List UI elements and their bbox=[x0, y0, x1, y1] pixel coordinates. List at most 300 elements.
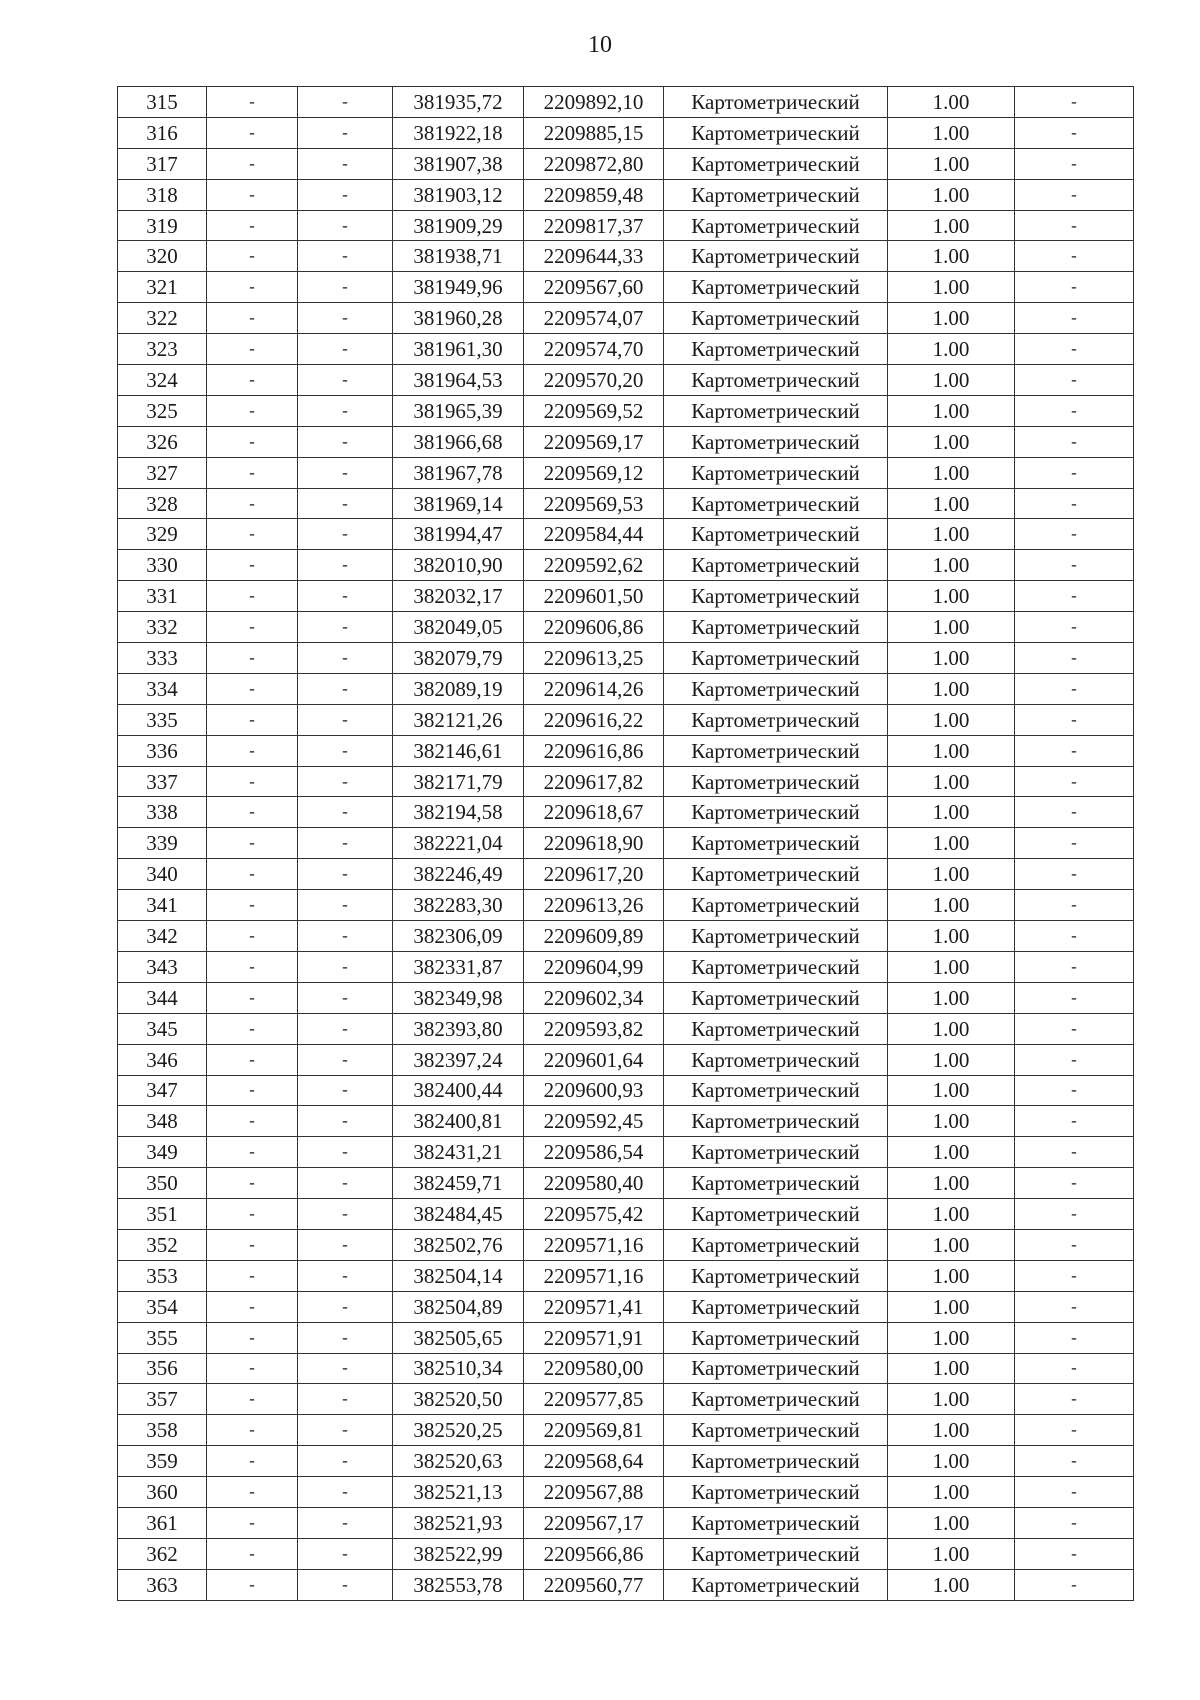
accuracy-cell: 1.00 bbox=[888, 1075, 1015, 1106]
x-coordinate-cell: 382246,49 bbox=[393, 859, 524, 890]
empty-cell-b: - bbox=[298, 890, 393, 921]
empty-cell-a: - bbox=[207, 1477, 298, 1508]
point-number-cell: 326 bbox=[118, 426, 207, 457]
description-cell: - bbox=[1015, 488, 1134, 519]
description-cell: - bbox=[1015, 859, 1134, 890]
y-coordinate-cell: 2209609,89 bbox=[524, 921, 664, 952]
accuracy-cell: 1.00 bbox=[888, 210, 1015, 241]
y-coordinate-cell: 2209872,80 bbox=[524, 148, 664, 179]
table-row bbox=[118, 1538, 1134, 1569]
empty-cell-a: - bbox=[207, 1168, 298, 1199]
x-coordinate-cell: 382504,89 bbox=[393, 1291, 524, 1322]
point-number-cell: 355 bbox=[118, 1322, 207, 1353]
accuracy-cell: 1.00 bbox=[888, 488, 1015, 519]
point-number-cell: 317 bbox=[118, 148, 207, 179]
method-cell: Картометрический bbox=[664, 1044, 888, 1075]
y-coordinate-cell: 2209570,20 bbox=[524, 365, 664, 396]
method-cell: Картометрический bbox=[664, 210, 888, 241]
empty-cell-b: - bbox=[298, 581, 393, 612]
description-cell: - bbox=[1015, 303, 1134, 334]
method-cell: Картометрический bbox=[664, 735, 888, 766]
table-row bbox=[118, 1013, 1134, 1044]
accuracy-cell: 1.00 bbox=[888, 1229, 1015, 1260]
method-cell: Картометрический bbox=[664, 581, 888, 612]
point-number-cell: 323 bbox=[118, 334, 207, 365]
point-number-cell: 352 bbox=[118, 1229, 207, 1260]
accuracy-cell: 1.00 bbox=[888, 1507, 1015, 1538]
y-coordinate-cell: 2209584,44 bbox=[524, 519, 664, 550]
description-cell: - bbox=[1015, 1199, 1134, 1230]
accuracy-cell: 1.00 bbox=[888, 519, 1015, 550]
x-coordinate-cell: 381964,53 bbox=[393, 365, 524, 396]
description-cell: - bbox=[1015, 612, 1134, 643]
empty-cell-a: - bbox=[207, 550, 298, 581]
table-row bbox=[118, 1229, 1134, 1260]
point-number-cell: 329 bbox=[118, 519, 207, 550]
y-coordinate-cell: 2209613,25 bbox=[524, 643, 664, 674]
description-cell: - bbox=[1015, 704, 1134, 735]
description-cell: - bbox=[1015, 1106, 1134, 1137]
point-number-cell: 327 bbox=[118, 457, 207, 488]
empty-cell-b: - bbox=[298, 704, 393, 735]
description-cell: - bbox=[1015, 550, 1134, 581]
accuracy-cell: 1.00 bbox=[888, 241, 1015, 272]
table-row bbox=[118, 1446, 1134, 1477]
empty-cell-a: - bbox=[207, 1106, 298, 1137]
description-cell: - bbox=[1015, 334, 1134, 365]
table-row bbox=[118, 581, 1134, 612]
y-coordinate-cell: 2209885,15 bbox=[524, 117, 664, 148]
x-coordinate-cell: 382400,44 bbox=[393, 1075, 524, 1106]
accuracy-cell: 1.00 bbox=[888, 921, 1015, 952]
accuracy-cell: 1.00 bbox=[888, 1013, 1015, 1044]
table-row bbox=[118, 982, 1134, 1013]
description-cell: - bbox=[1015, 643, 1134, 674]
y-coordinate-cell: 2209568,64 bbox=[524, 1446, 664, 1477]
x-coordinate-cell: 382049,05 bbox=[393, 612, 524, 643]
empty-cell-b: - bbox=[298, 457, 393, 488]
point-number-cell: 343 bbox=[118, 951, 207, 982]
point-number-cell: 316 bbox=[118, 117, 207, 148]
empty-cell-b: - bbox=[298, 1106, 393, 1137]
method-cell: Картометрический bbox=[664, 241, 888, 272]
y-coordinate-cell: 2209571,16 bbox=[524, 1260, 664, 1291]
table-row bbox=[118, 828, 1134, 859]
x-coordinate-cell: 381965,39 bbox=[393, 395, 524, 426]
accuracy-cell: 1.00 bbox=[888, 951, 1015, 982]
x-coordinate-cell: 382484,45 bbox=[393, 1199, 524, 1230]
method-cell: Картометрический bbox=[664, 859, 888, 890]
table-row bbox=[118, 117, 1134, 148]
x-coordinate-cell: 382431,21 bbox=[393, 1137, 524, 1168]
empty-cell-a: - bbox=[207, 859, 298, 890]
description-cell: - bbox=[1015, 1507, 1134, 1538]
page-number: 10 bbox=[588, 32, 612, 58]
empty-cell-a: - bbox=[207, 1507, 298, 1538]
table-row bbox=[118, 797, 1134, 828]
method-cell: Картометрический bbox=[664, 1384, 888, 1415]
empty-cell-a: - bbox=[207, 890, 298, 921]
x-coordinate-cell: 381949,96 bbox=[393, 272, 524, 303]
method-cell: Картометрический bbox=[664, 1353, 888, 1384]
method-cell: Картометрический bbox=[664, 488, 888, 519]
x-coordinate-cell: 382504,14 bbox=[393, 1260, 524, 1291]
table-row bbox=[118, 148, 1134, 179]
coordinates-table-body bbox=[118, 87, 1134, 1601]
method-cell: Картометрический bbox=[664, 519, 888, 550]
empty-cell-a: - bbox=[207, 581, 298, 612]
accuracy-cell: 1.00 bbox=[888, 1538, 1015, 1569]
method-cell: Картометрический bbox=[664, 673, 888, 704]
empty-cell-a: - bbox=[207, 1044, 298, 1075]
y-coordinate-cell: 2209602,34 bbox=[524, 982, 664, 1013]
description-cell: - bbox=[1015, 272, 1134, 303]
empty-cell-b: - bbox=[298, 1538, 393, 1569]
y-coordinate-cell: 2209592,45 bbox=[524, 1106, 664, 1137]
y-coordinate-cell: 2209580,00 bbox=[524, 1353, 664, 1384]
y-coordinate-cell: 2209617,20 bbox=[524, 859, 664, 890]
empty-cell-b: - bbox=[298, 241, 393, 272]
table-row bbox=[118, 1075, 1134, 1106]
description-cell: - bbox=[1015, 1137, 1134, 1168]
y-coordinate-cell: 2209586,54 bbox=[524, 1137, 664, 1168]
accuracy-cell: 1.00 bbox=[888, 643, 1015, 674]
description-cell: - bbox=[1015, 519, 1134, 550]
table-row bbox=[118, 365, 1134, 396]
method-cell: Картометрический bbox=[664, 612, 888, 643]
point-number-cell: 357 bbox=[118, 1384, 207, 1415]
x-coordinate-cell: 382397,24 bbox=[393, 1044, 524, 1075]
accuracy-cell: 1.00 bbox=[888, 334, 1015, 365]
point-number-cell: 349 bbox=[118, 1137, 207, 1168]
empty-cell-b: - bbox=[298, 643, 393, 674]
point-number-cell: 348 bbox=[118, 1106, 207, 1137]
empty-cell-a: - bbox=[207, 951, 298, 982]
x-coordinate-cell: 382400,81 bbox=[393, 1106, 524, 1137]
accuracy-cell: 1.00 bbox=[888, 1353, 1015, 1384]
y-coordinate-cell: 2209601,50 bbox=[524, 581, 664, 612]
accuracy-cell: 1.00 bbox=[888, 117, 1015, 148]
description-cell: - bbox=[1015, 457, 1134, 488]
point-number-cell: 359 bbox=[118, 1446, 207, 1477]
method-cell: Картометрический bbox=[664, 303, 888, 334]
table-row bbox=[118, 1168, 1134, 1199]
description-cell: - bbox=[1015, 797, 1134, 828]
description-cell: - bbox=[1015, 426, 1134, 457]
method-cell: Картометрический bbox=[664, 890, 888, 921]
description-cell: - bbox=[1015, 1322, 1134, 1353]
empty-cell-a: - bbox=[207, 87, 298, 118]
empty-cell-a: - bbox=[207, 488, 298, 519]
method-cell: Картометрический bbox=[664, 179, 888, 210]
point-number-cell: 325 bbox=[118, 395, 207, 426]
description-cell: - bbox=[1015, 117, 1134, 148]
method-cell: Картометрический bbox=[664, 1507, 888, 1538]
accuracy-cell: 1.00 bbox=[888, 1199, 1015, 1230]
empty-cell-b: - bbox=[298, 859, 393, 890]
y-coordinate-cell: 2209604,99 bbox=[524, 951, 664, 982]
x-coordinate-cell: 382510,34 bbox=[393, 1353, 524, 1384]
empty-cell-a: - bbox=[207, 921, 298, 952]
y-coordinate-cell: 2209600,93 bbox=[524, 1075, 664, 1106]
empty-cell-b: - bbox=[298, 1013, 393, 1044]
point-number-cell: 344 bbox=[118, 982, 207, 1013]
method-cell: Картометрический bbox=[664, 1538, 888, 1569]
y-coordinate-cell: 2209569,53 bbox=[524, 488, 664, 519]
y-coordinate-cell: 2209817,37 bbox=[524, 210, 664, 241]
point-number-cell: 315 bbox=[118, 87, 207, 118]
description-cell: - bbox=[1015, 87, 1134, 118]
description-cell: - bbox=[1015, 1168, 1134, 1199]
table-row bbox=[118, 1569, 1134, 1600]
table-row bbox=[118, 303, 1134, 334]
table-row bbox=[118, 334, 1134, 365]
empty-cell-a: - bbox=[207, 241, 298, 272]
method-cell: Картометрический bbox=[664, 951, 888, 982]
empty-cell-b: - bbox=[298, 117, 393, 148]
accuracy-cell: 1.00 bbox=[888, 1291, 1015, 1322]
point-number-cell: 336 bbox=[118, 735, 207, 766]
x-coordinate-cell: 382146,61 bbox=[393, 735, 524, 766]
accuracy-cell: 1.00 bbox=[888, 766, 1015, 797]
empty-cell-b: - bbox=[298, 426, 393, 457]
x-coordinate-cell: 381960,28 bbox=[393, 303, 524, 334]
point-number-cell: 338 bbox=[118, 797, 207, 828]
table-row bbox=[118, 1044, 1134, 1075]
table-row bbox=[118, 1507, 1134, 1538]
y-coordinate-cell: 2209601,64 bbox=[524, 1044, 664, 1075]
x-coordinate-cell: 382079,79 bbox=[393, 643, 524, 674]
empty-cell-a: - bbox=[207, 704, 298, 735]
table-row bbox=[118, 1137, 1134, 1168]
accuracy-cell: 1.00 bbox=[888, 673, 1015, 704]
description-cell: - bbox=[1015, 210, 1134, 241]
accuracy-cell: 1.00 bbox=[888, 179, 1015, 210]
description-cell: - bbox=[1015, 766, 1134, 797]
x-coordinate-cell: 382393,80 bbox=[393, 1013, 524, 1044]
x-coordinate-cell: 382306,09 bbox=[393, 921, 524, 952]
y-coordinate-cell: 2209569,12 bbox=[524, 457, 664, 488]
table-row bbox=[118, 1199, 1134, 1230]
description-cell: - bbox=[1015, 921, 1134, 952]
accuracy-cell: 1.00 bbox=[888, 797, 1015, 828]
accuracy-cell: 1.00 bbox=[888, 1137, 1015, 1168]
accuracy-cell: 1.00 bbox=[888, 1260, 1015, 1291]
table-row bbox=[118, 1106, 1134, 1137]
point-number-cell: 319 bbox=[118, 210, 207, 241]
empty-cell-b: - bbox=[298, 87, 393, 118]
method-cell: Картометрический bbox=[664, 117, 888, 148]
y-coordinate-cell: 2209616,22 bbox=[524, 704, 664, 735]
x-coordinate-cell: 382032,17 bbox=[393, 581, 524, 612]
method-cell: Картометрический bbox=[664, 766, 888, 797]
x-coordinate-cell: 381994,47 bbox=[393, 519, 524, 550]
empty-cell-b: - bbox=[298, 179, 393, 210]
point-number-cell: 340 bbox=[118, 859, 207, 890]
x-coordinate-cell: 382502,76 bbox=[393, 1229, 524, 1260]
method-cell: Картометрический bbox=[664, 1260, 888, 1291]
empty-cell-b: - bbox=[298, 1507, 393, 1538]
x-coordinate-cell: 382221,04 bbox=[393, 828, 524, 859]
empty-cell-a: - bbox=[207, 1538, 298, 1569]
point-number-cell: 345 bbox=[118, 1013, 207, 1044]
point-number-cell: 360 bbox=[118, 1477, 207, 1508]
y-coordinate-cell: 2209560,77 bbox=[524, 1569, 664, 1600]
description-cell: - bbox=[1015, 395, 1134, 426]
y-coordinate-cell: 2209577,85 bbox=[524, 1384, 664, 1415]
accuracy-cell: 1.00 bbox=[888, 1569, 1015, 1600]
empty-cell-b: - bbox=[298, 550, 393, 581]
y-coordinate-cell: 2209567,17 bbox=[524, 1507, 664, 1538]
point-number-cell: 350 bbox=[118, 1168, 207, 1199]
empty-cell-b: - bbox=[298, 921, 393, 952]
point-number-cell: 333 bbox=[118, 643, 207, 674]
y-coordinate-cell: 2209571,16 bbox=[524, 1229, 664, 1260]
method-cell: Картометрический bbox=[664, 365, 888, 396]
empty-cell-b: - bbox=[298, 334, 393, 365]
y-coordinate-cell: 2209569,81 bbox=[524, 1415, 664, 1446]
method-cell: Картометрический bbox=[664, 550, 888, 581]
point-number-cell: 337 bbox=[118, 766, 207, 797]
x-coordinate-cell: 381961,30 bbox=[393, 334, 524, 365]
description-cell: - bbox=[1015, 1075, 1134, 1106]
x-coordinate-cell: 381903,12 bbox=[393, 179, 524, 210]
point-number-cell: 346 bbox=[118, 1044, 207, 1075]
empty-cell-a: - bbox=[207, 1013, 298, 1044]
y-coordinate-cell: 2209571,91 bbox=[524, 1322, 664, 1353]
empty-cell-b: - bbox=[298, 982, 393, 1013]
empty-cell-b: - bbox=[298, 951, 393, 982]
empty-cell-a: - bbox=[207, 457, 298, 488]
y-coordinate-cell: 2209569,17 bbox=[524, 426, 664, 457]
table-row bbox=[118, 210, 1134, 241]
point-number-cell: 361 bbox=[118, 1507, 207, 1538]
empty-cell-b: - bbox=[298, 1044, 393, 1075]
method-cell: Картометрический bbox=[664, 921, 888, 952]
x-coordinate-cell: 382331,87 bbox=[393, 951, 524, 982]
point-number-cell: 362 bbox=[118, 1538, 207, 1569]
point-number-cell: 356 bbox=[118, 1353, 207, 1384]
empty-cell-a: - bbox=[207, 1137, 298, 1168]
y-coordinate-cell: 2209613,26 bbox=[524, 890, 664, 921]
accuracy-cell: 1.00 bbox=[888, 612, 1015, 643]
description-cell: - bbox=[1015, 828, 1134, 859]
y-coordinate-cell: 2209574,70 bbox=[524, 334, 664, 365]
method-cell: Картометрический bbox=[664, 1199, 888, 1230]
x-coordinate-cell: 381909,29 bbox=[393, 210, 524, 241]
empty-cell-a: - bbox=[207, 735, 298, 766]
empty-cell-a: - bbox=[207, 1260, 298, 1291]
x-coordinate-cell: 381935,72 bbox=[393, 87, 524, 118]
method-cell: Картометрический bbox=[664, 1322, 888, 1353]
description-cell: - bbox=[1015, 735, 1134, 766]
empty-cell-a: - bbox=[207, 395, 298, 426]
y-coordinate-cell: 2209859,48 bbox=[524, 179, 664, 210]
empty-cell-a: - bbox=[207, 612, 298, 643]
table-row bbox=[118, 890, 1134, 921]
empty-cell-b: - bbox=[298, 1415, 393, 1446]
method-cell: Картометрический bbox=[664, 704, 888, 735]
table-row bbox=[118, 1384, 1134, 1415]
point-number-cell: 358 bbox=[118, 1415, 207, 1446]
empty-cell-b: - bbox=[298, 1291, 393, 1322]
table-row bbox=[118, 395, 1134, 426]
y-coordinate-cell: 2209575,42 bbox=[524, 1199, 664, 1230]
empty-cell-b: - bbox=[298, 1229, 393, 1260]
y-coordinate-cell: 2209592,62 bbox=[524, 550, 664, 581]
empty-cell-a: - bbox=[207, 673, 298, 704]
accuracy-cell: 1.00 bbox=[888, 1168, 1015, 1199]
method-cell: Картометрический bbox=[664, 1477, 888, 1508]
description-cell: - bbox=[1015, 581, 1134, 612]
description-cell: - bbox=[1015, 1569, 1134, 1600]
table-row bbox=[118, 519, 1134, 550]
point-number-cell: 334 bbox=[118, 673, 207, 704]
x-coordinate-cell: 382194,58 bbox=[393, 797, 524, 828]
point-number-cell: 321 bbox=[118, 272, 207, 303]
empty-cell-b: - bbox=[298, 1168, 393, 1199]
x-coordinate-cell: 382553,78 bbox=[393, 1569, 524, 1600]
empty-cell-a: - bbox=[207, 179, 298, 210]
accuracy-cell: 1.00 bbox=[888, 1322, 1015, 1353]
table-row bbox=[118, 735, 1134, 766]
y-coordinate-cell: 2209618,67 bbox=[524, 797, 664, 828]
table-row bbox=[118, 1353, 1134, 1384]
accuracy-cell: 1.00 bbox=[888, 1477, 1015, 1508]
point-number-cell: 342 bbox=[118, 921, 207, 952]
x-coordinate-cell: 381907,38 bbox=[393, 148, 524, 179]
accuracy-cell: 1.00 bbox=[888, 1384, 1015, 1415]
point-number-cell: 351 bbox=[118, 1199, 207, 1230]
point-number-cell: 353 bbox=[118, 1260, 207, 1291]
description-cell: - bbox=[1015, 1415, 1134, 1446]
description-cell: - bbox=[1015, 1044, 1134, 1075]
empty-cell-b: - bbox=[298, 766, 393, 797]
accuracy-cell: 1.00 bbox=[888, 365, 1015, 396]
empty-cell-b: - bbox=[298, 1384, 393, 1415]
point-number-cell: 363 bbox=[118, 1569, 207, 1600]
description-cell: - bbox=[1015, 1446, 1134, 1477]
y-coordinate-cell: 2209644,33 bbox=[524, 241, 664, 272]
table-row bbox=[118, 1260, 1134, 1291]
point-number-cell: 332 bbox=[118, 612, 207, 643]
table-row bbox=[118, 951, 1134, 982]
empty-cell-b: - bbox=[298, 673, 393, 704]
description-cell: - bbox=[1015, 1260, 1134, 1291]
empty-cell-b: - bbox=[298, 1446, 393, 1477]
empty-cell-a: - bbox=[207, 797, 298, 828]
method-cell: Картометрический bbox=[664, 457, 888, 488]
table-row bbox=[118, 766, 1134, 797]
point-number-cell: 324 bbox=[118, 365, 207, 396]
method-cell: Картометрический bbox=[664, 1446, 888, 1477]
y-coordinate-cell: 2209580,40 bbox=[524, 1168, 664, 1199]
table-row bbox=[118, 1322, 1134, 1353]
table-row bbox=[118, 426, 1134, 457]
empty-cell-a: - bbox=[207, 828, 298, 859]
description-cell: - bbox=[1015, 1477, 1134, 1508]
y-coordinate-cell: 2209567,88 bbox=[524, 1477, 664, 1508]
empty-cell-b: - bbox=[298, 1477, 393, 1508]
point-number-cell: 341 bbox=[118, 890, 207, 921]
empty-cell-b: - bbox=[298, 735, 393, 766]
empty-cell-b: - bbox=[298, 303, 393, 334]
method-cell: Картометрический bbox=[664, 643, 888, 674]
x-coordinate-cell: 382010,90 bbox=[393, 550, 524, 581]
accuracy-cell: 1.00 bbox=[888, 859, 1015, 890]
empty-cell-b: - bbox=[298, 612, 393, 643]
x-coordinate-cell: 382089,19 bbox=[393, 673, 524, 704]
